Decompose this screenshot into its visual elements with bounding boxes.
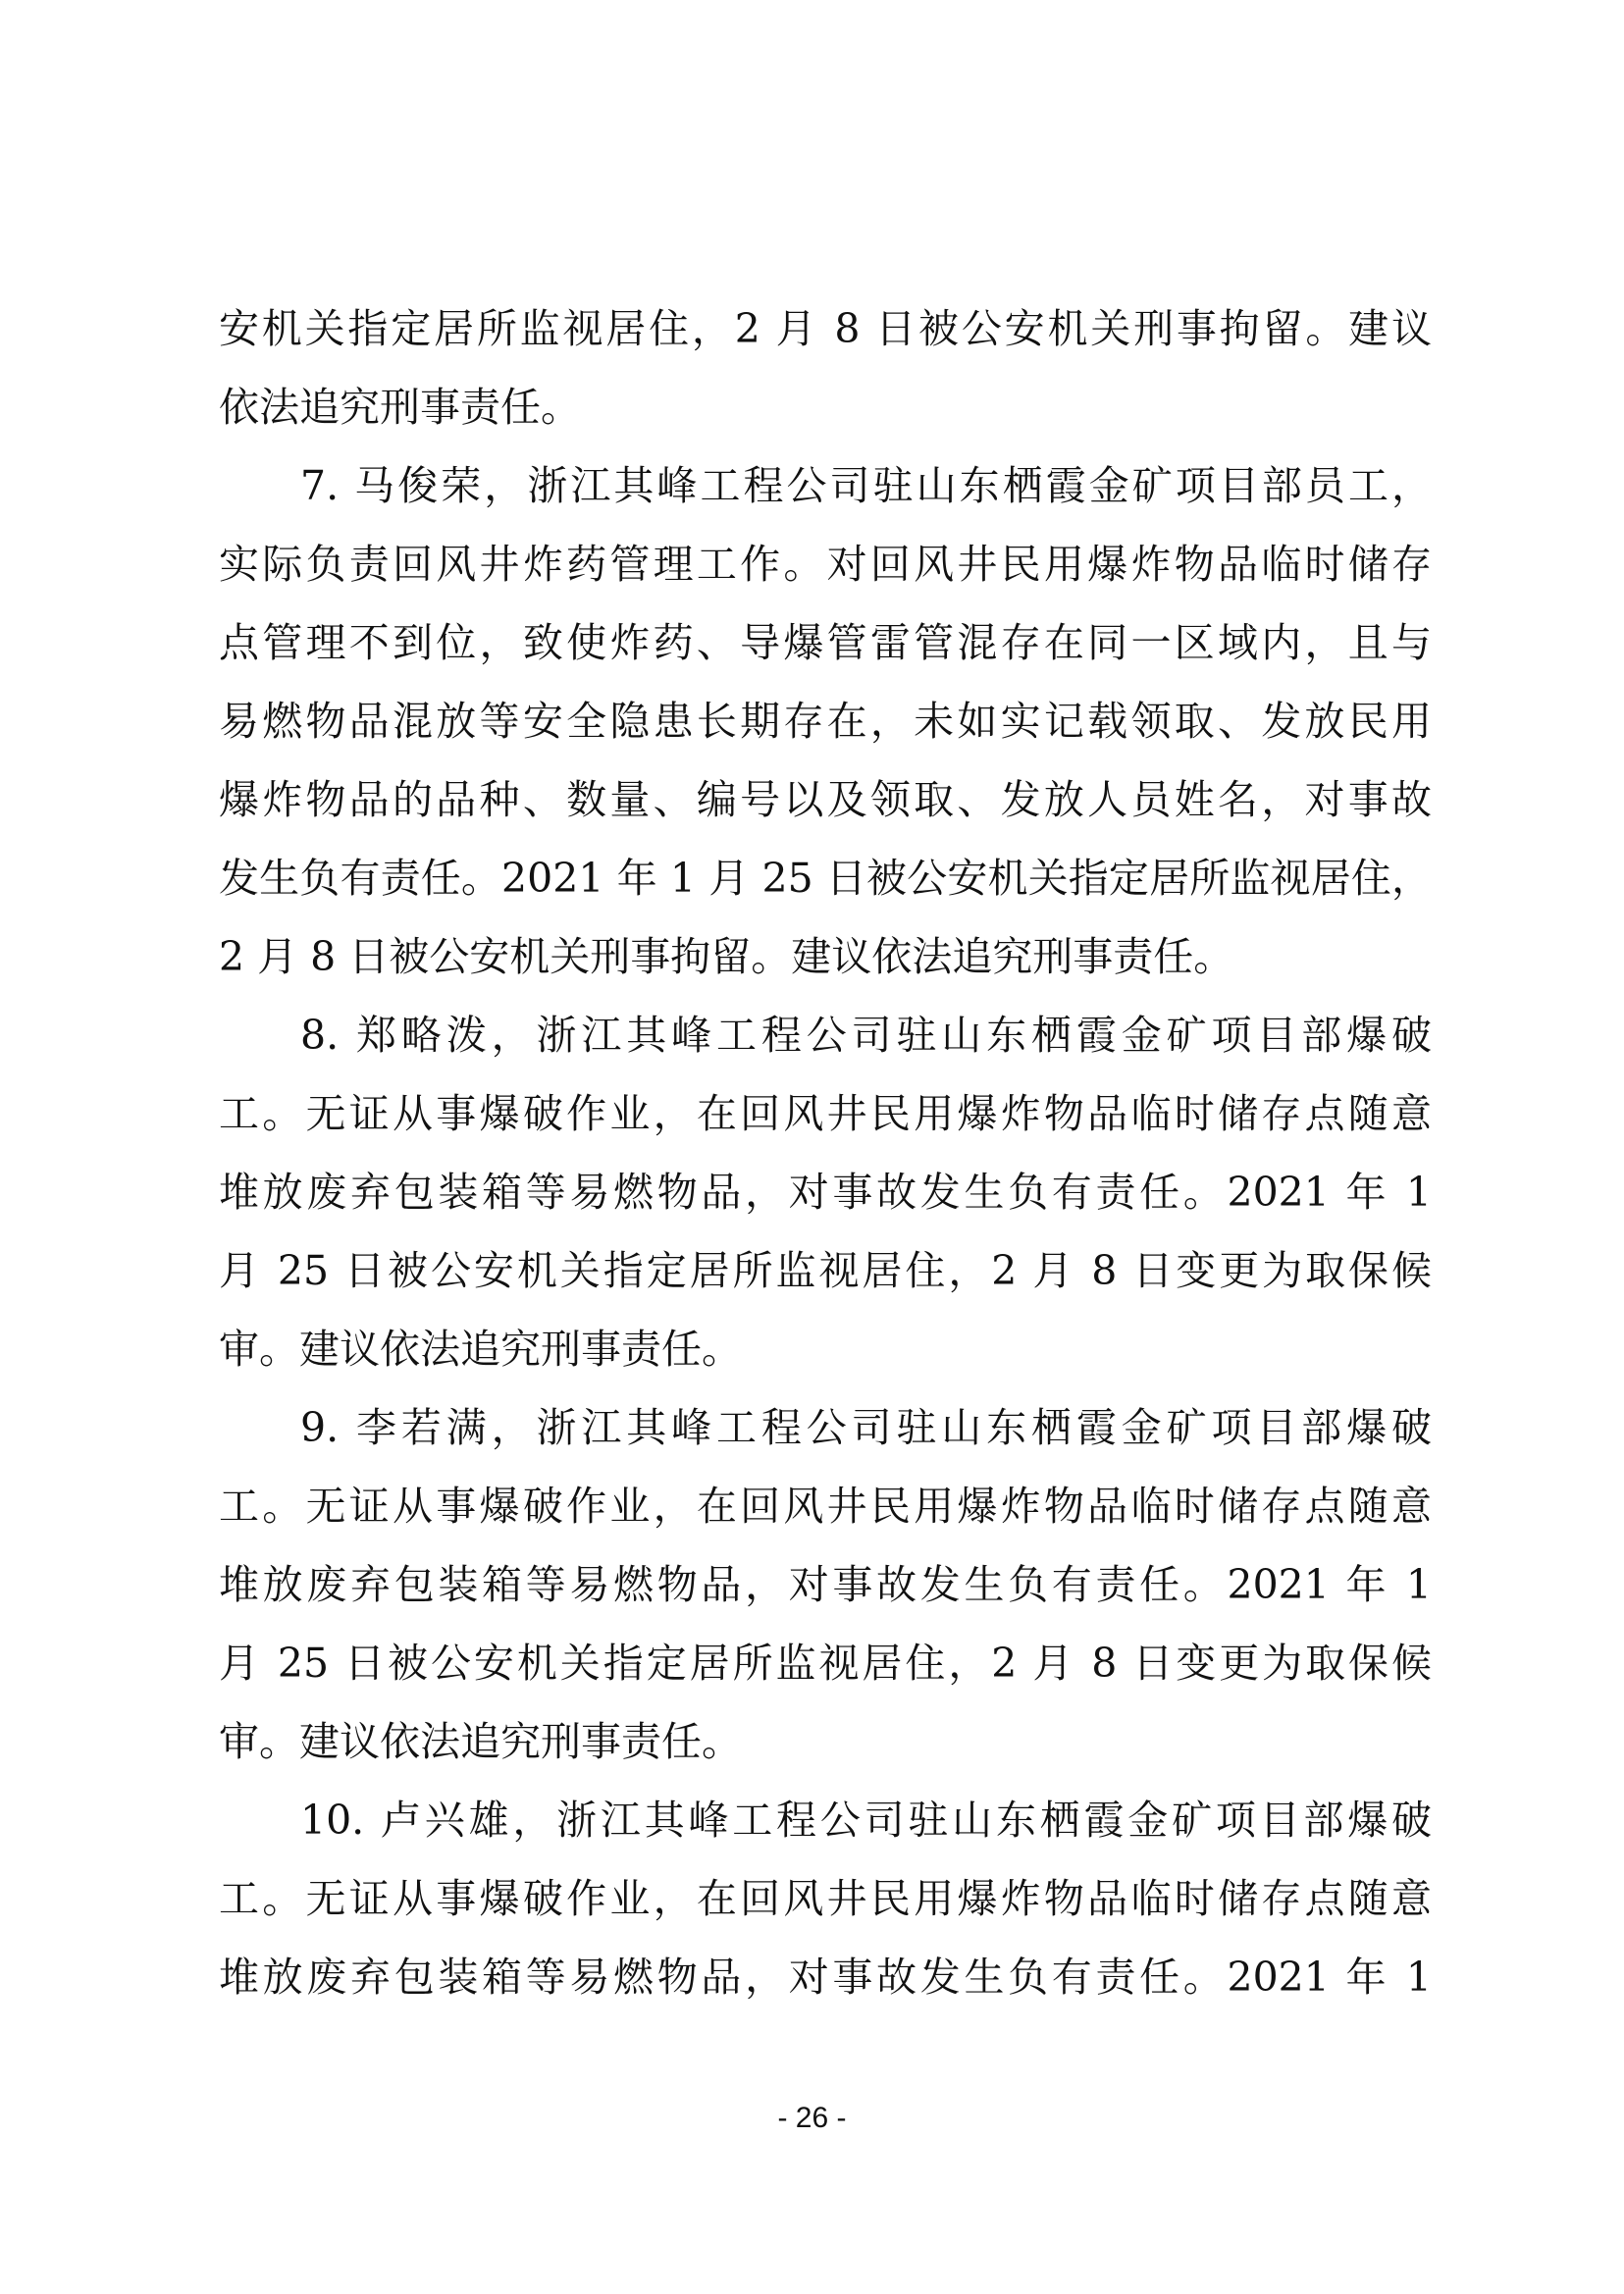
text-line: 月 25 日被公安机关指定居所监视居住，2 月 8 日变更为取保候 <box>219 1640 1432 1687</box>
paragraph-start-line: 9. 李若满，浙江其峰工程公司驻山东栖霞金矿项目部爆破 <box>300 1404 1432 1451</box>
text-line: 堆放废弃包装箱等易燃物品，对事故发生负有责任。2021 年 1 <box>219 1954 1432 2001</box>
text-line: 工。无证从事爆破作业，在回风井民用爆炸物品临时储存点随意 <box>219 1875 1432 1922</box>
text-line: 工。无证从事爆破作业，在回风井民用爆炸物品临时储存点随意 <box>219 1090 1432 1137</box>
text-line: 堆放废弃包装箱等易燃物品，对事故发生负有责任。2021 年 1 <box>219 1169 1432 1216</box>
paragraph-start-line: 8. 郑略泼，浙江其峰工程公司驻山东栖霞金矿项目部爆破 <box>300 1012 1432 1059</box>
text-line: 工。无证从事爆破作业，在回风井民用爆炸物品临时储存点随意 <box>219 1483 1432 1530</box>
text-line: 发生负有责任。2021 年 1 月 25 日被公安机关指定居所监视居住， <box>219 855 1432 902</box>
text-line: 点管理不到位，致使炸药、导爆管雷管混存在同一区域内，且与 <box>219 619 1432 666</box>
text-line: 审。建议依法追究刑事责任。 <box>219 1326 742 1373</box>
paragraph-start-line: 10. 卢兴雄，浙江其峰工程公司驻山东栖霞金矿项目部爆破 <box>300 1797 1432 1844</box>
text-line: 2 月 8 日被公安机关刑事拘留。建议依法追究刑事责任。 <box>219 933 1234 980</box>
text-line: 易燃物品混放等安全隐患长期存在，未如实记载领取、发放民用 <box>219 698 1432 745</box>
text-line: 依法追究刑事责任。 <box>219 384 581 431</box>
text-line: 月 25 日被公安机关指定居所监视居住，2 月 8 日变更为取保候 <box>219 1247 1432 1294</box>
text-line: 审。建议依法追究刑事责任。 <box>219 1718 742 1765</box>
page-number: - 26 - <box>777 2102 847 2134</box>
text-line: 爆炸物品的品种、数量、编号以及领取、发放人员姓名，对事故 <box>219 776 1432 823</box>
text-line: 安机关指定居所监视居住，2 月 8 日被公安机关刑事拘留。建议 <box>219 305 1432 352</box>
text-line: 实际负责回风井炸药管理工作。对回风井民用爆炸物品临时储存 <box>219 541 1432 588</box>
text-line: 堆放废弃包装箱等易燃物品，对事故发生负有责任。2021 年 1 <box>219 1561 1432 1608</box>
paragraph-start-line: 7. 马俊荣，浙江其峰工程公司驻山东栖霞金矿项目部员工， <box>300 462 1432 509</box>
